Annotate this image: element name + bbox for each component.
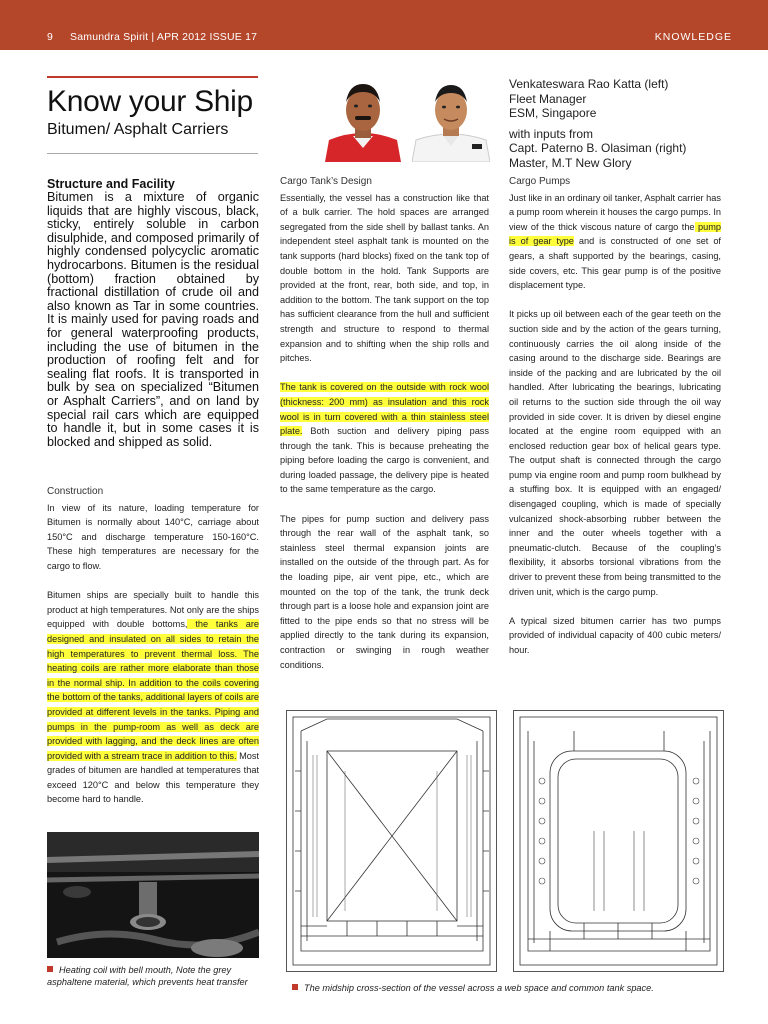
midship-drawing-tank-space [513, 710, 724, 972]
cargo-tank-section [280, 175, 489, 687]
author-credits [509, 77, 739, 170]
cargo-tank-paragraph-2 [280, 380, 489, 497]
photo-caption [47, 964, 259, 988]
cargo-tank-text: Both suction and delivery piping pass through the tank. This is because preheating the piping before loading the cargo is convenient, and during loaded passage, the delivery pipe is heated to the same temperature as the cargo. [280, 426, 489, 495]
construction-section [47, 485, 259, 822]
author-name-2: Capt. Paterno B. Olasiman (right) [509, 141, 687, 155]
cargo-pumps-text: and is constructed of one set of gears, a shaft supported by the bearings, casing, side covers, etc. This gear pump is of the positive displacement type. [509, 236, 721, 291]
construction-paragraph-1: In view of its nature, loading temperature for Bitumen is normally about 140°C, carriage about 150°C and discharge temperature 150-160°C. These high temperatures are necessary for the cargo to flow. [47, 502, 259, 571]
construction-text: Most grades of bitumen are handled at temperatures that exceed 120°C and below this temperature they become hard to handle. [47, 750, 260, 805]
title-rule-top [47, 76, 258, 78]
author-role-1: Fleet Manager [509, 91, 587, 106]
drawing-caption-text: The midship cross-section of the vessel across a web space and common tank space. [304, 983, 654, 993]
title-rule-bottom [47, 153, 258, 154]
page-header [0, 0, 768, 50]
author-role-2: Master, M.T New Glory [509, 155, 632, 170]
drawing-caption [292, 982, 732, 994]
heating-coil-photo [47, 832, 259, 958]
article-title: Know your Ship [47, 85, 253, 118]
author-org-1: ESM, Singapore [509, 106, 597, 120]
cargo-pumps-paragraph-2: It picks up oil between each of the gear teeth on the suction side and by the action of the gears turning, continuously carries the oil along inside of the casing around to the discharge side. Bearings are inside of the packing and are lubricated by the oil handled. After lubricating the bearings, lubricating oil returns to the suction side through the oil way provided in side cover. It is driven by diesel engine located at the engine room equipped with an enclosed reduction gear box of helical gears type. The output shaft is connected through the cargo pump via engine room and pump room bulkhead by a stuffing box. It is equipped with an engaged/ disengaged coupling, which is made of specially vulcanized shock-absorbing rubber between the inner and the outer wheels together with a pneumatic-clutch. Because of the coupling’s flexibility, it absorbs torsional vibrations from the driver to prevent these from being transmitted to the driven unit, which is the cargo pump. [509, 309, 721, 597]
issue-info: Samundra Spirit | APR 2012 ISSUE 17 [70, 31, 258, 43]
cargo-pumps-heading: Cargo Pumps [509, 176, 571, 187]
author-photo-left [325, 74, 401, 162]
cargo-pumps-text: Just like in an ordinary oil tanker, Asphalt carrier has a pump room wherein it houses the cargo pumps. In view of the thick viscous nature of cargo the [509, 192, 721, 232]
cargo-tank-heading: Cargo Tank’s Design [280, 176, 372, 187]
photo-caption-text: Heating coil with bell mouth, Note the grey asphaltene material, which prevents heat transfer [47, 965, 248, 987]
highlighted-text: the tanks are designed and insulated on all sides to retain the high temperatures to prevent thermal loss. The heating coils are rather more elaborate than those in the normal ship. In addition to the coils covering the bottom of the tanks, additional layers of coils are provided at different levels in the tanks. [47, 619, 259, 717]
caption-bullet-icon [292, 984, 298, 990]
highlighted-text: Piping and pumps in the pump-room as well as deck are provided with lagging, and the deck lines are often provided with a stream trace in addition to this. [47, 706, 259, 761]
cargo-pumps-paragraph-3: A typical sized bitumen carrier has two pumps provided of individual capacity of 400 cubic meters/ hour. [509, 615, 721, 655]
cargo-pumps-section [509, 175, 721, 672]
construction-heading: Construction [47, 486, 104, 497]
article-subtitle: Bitumen/ Asphalt Carriers [47, 121, 229, 138]
highlighted-text: pump is of gear type [509, 221, 721, 247]
section-label: KNOWLEDGE [654, 31, 732, 43]
cargo-tank-paragraph-1: Essentially, the vessel has a construction like that of a bulk carrier. The hold spaces are arranged segregated from the side shell by ballast tanks. An independent steel asphalt tank is mounted on the tank supports (hard blocks) fixed on the tank top of double bottom in the hold. Tank Supports are provided at the front, rear, both side, and top, in addition to the bottom. The tank support on the top has sufficient clearance from the hull and sufficient strength and structure to respond to thermal expansion and to shifting when the ship rolls and pitches. [280, 192, 489, 364]
author-photo-right [412, 74, 490, 162]
cargo-pumps-paragraph-1 [509, 191, 721, 293]
midship-drawing-web-space [286, 710, 497, 972]
intro-heading: Structure and Facility [47, 177, 175, 191]
intro-text: Bitumen is a mixture of organic liquids that are highly viscous, black, sticky, entirely soluble in carbon disulphide, and composed primarily of highly condensed polycyclic aromatic hydrocarbons. Bitumen is the residual (bottom) fraction obtained by fractional distillation of crude oil and also known as Tar in some countries. It is mainly used for paving roads and for general waterproofing products, including the use of bitumen in the production of roofing felt and for sealing flat roofs. It is transported in bulk by sea on specialized “Bitumen or Asphalt Carriers”, and on land by special rail cars which are equipped to handle it, but in some cases it is blocked and shipped as solid. [47, 190, 259, 449]
highlighted-text: The tank is covered on the outside with rock wool (thickness: 200 mm) as insulation and this rock wool is in turn covered with a thin stainless steel plate. [280, 382, 489, 437]
intro-section [47, 177, 259, 449]
caption-bullet-icon [47, 966, 53, 972]
cargo-tank-paragraph-3: The pipes for pump suction and delivery pass through the rear wall of the asphalt tank, so stainless steel thermal expansion joints are installed on the outside of the through part. As for the loading pipe, air vent pipe, etc., which are mounted on the top of the tank, the trunk deck through part is a loose hole and expansion joint are fitted to the pipe ends so that no stress will be applied directly to the tank during its expansion, contraction or swinging in rough weather conditions. [280, 513, 489, 670]
author-inputs-from: with inputs from [509, 126, 594, 141]
construction-text: Bitumen ships are specially built to handle this product at high temperatures. Not only are the ships equipped with double bottoms, [47, 590, 259, 630]
construction-paragraph-2 [47, 588, 259, 807]
page-number: 9 [47, 31, 54, 43]
author-name-1: Venkateswara Rao Katta (left) [509, 77, 669, 91]
